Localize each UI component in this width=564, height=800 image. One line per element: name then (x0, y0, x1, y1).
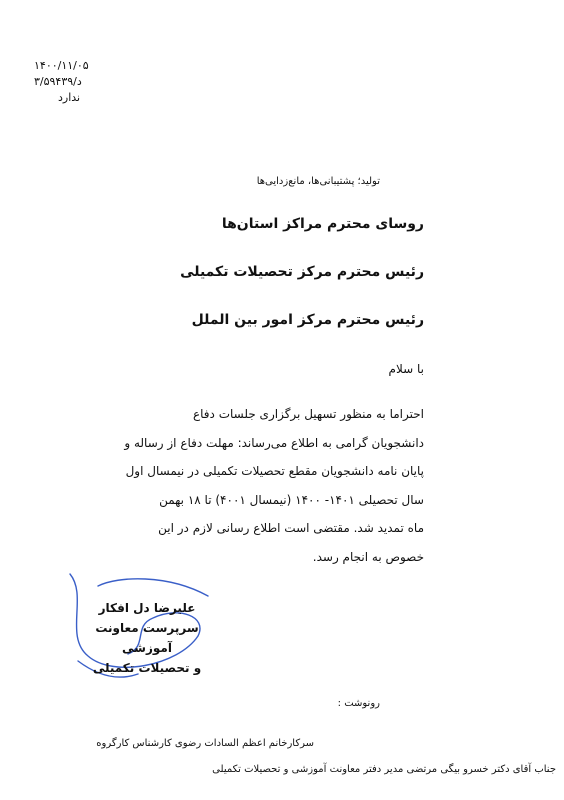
signature-block (72, 598, 222, 678)
greeting: با سلام (388, 362, 424, 376)
letter-body (124, 400, 424, 571)
letter-slogan: تولید؛ پشتیبانی‌ها، مانع‌زدایی‌ها (256, 176, 380, 187)
signatory-title-2: و تحصیلات تکمیلی (92, 661, 202, 675)
body-line: پایان نامه دانشجویان مقطع تحصیلات تکمیلی در نیمسال اول (125, 464, 424, 478)
recipient-2: رئیس محترم مرکز تحصیلات تکمیلی (180, 264, 424, 280)
letter-date: ۱۴۰۰/۱۱/۰۵ (34, 59, 89, 72)
signatory-name: علیرضا دل افکار (98, 601, 196, 615)
cc-label: رونوشت : (337, 698, 380, 709)
letter-metadata (34, 58, 124, 106)
letter-number: د/۳/۵۹۴۳۹ (34, 75, 82, 88)
recipient-1: روسای محترم مراکز استان‌ها (221, 216, 424, 232)
body-line: سال تحصیلی ۱۴۰۱- ۱۴۰۰ (نیمسال ۴۰۰۱) تا ۱۸ بهمن (159, 492, 424, 507)
body-line: خصوص به انجام رسد. (312, 549, 424, 564)
letter-attachment: ندارد (58, 91, 81, 104)
signatory-title: سرپرست معاونت آموزشی (95, 621, 199, 655)
body-line: دانشجویان گرامی به اطلاع می‌رساند: مهلت دفاع از رساله و (124, 435, 424, 450)
recipient-3: رئیس محترم مرکز امور بین الملل (191, 312, 424, 328)
body-line: احتراما به منظور تسهیل برگزاری جلسات دفاع (192, 407, 424, 421)
cc-line: جناب آقای دکتر خسرو بیگی مرتضی مدیر دفتر معاونت آموزشی و تحصیلات تکمیلی (212, 764, 556, 775)
body-line: ماه تمدید شد. مقتضی است اطلاع رسانی لازم در این (158, 521, 424, 535)
cc-line: سرکارخانم اعظم السادات رضوی کارشناس کارگروه (96, 738, 314, 749)
